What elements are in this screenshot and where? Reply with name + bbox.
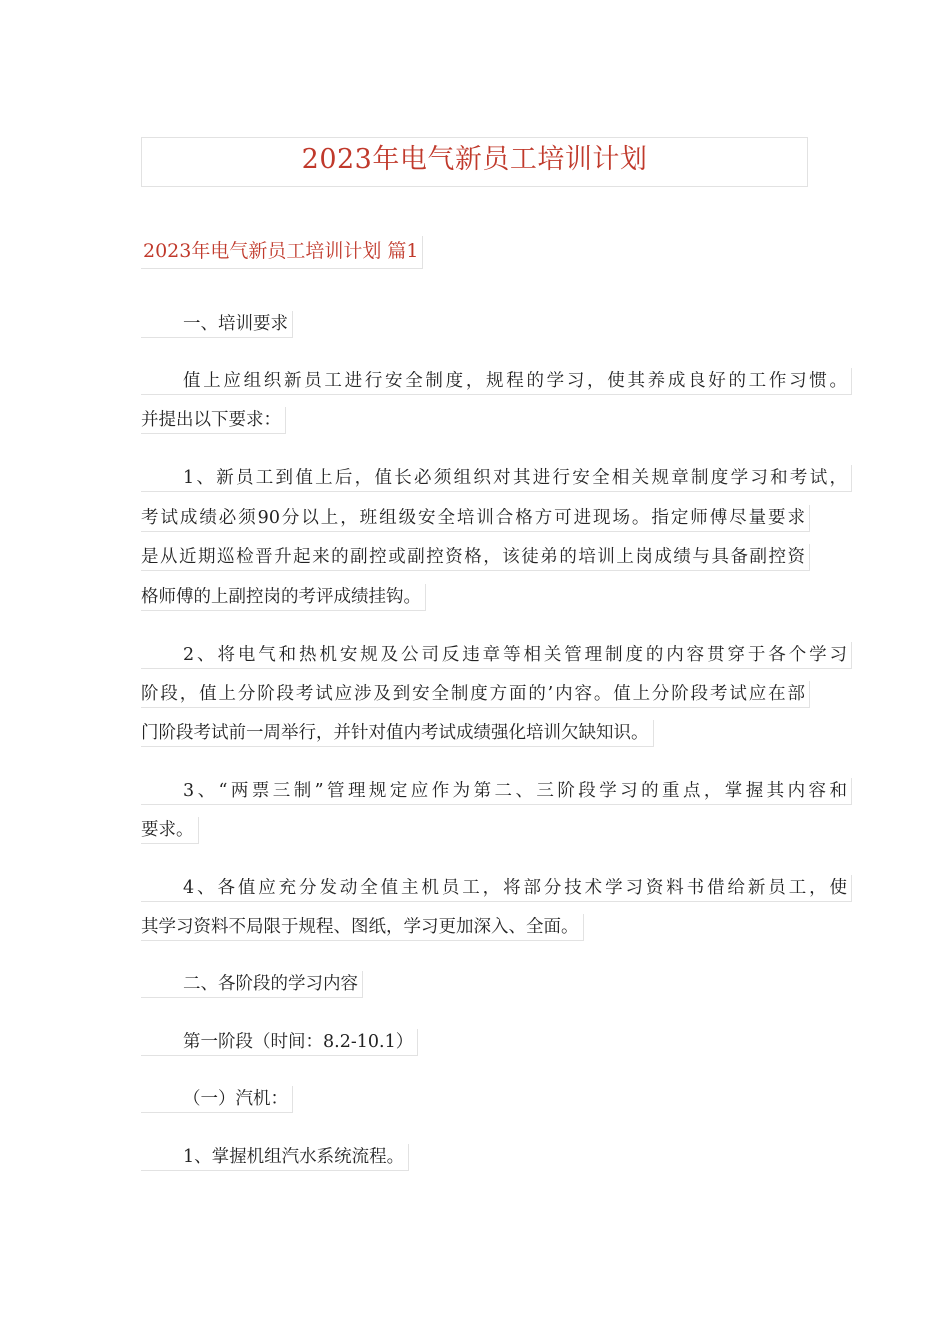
paragraph-line: 值上应组织新员工进行安全制度，规程的学习，使其养成良好的工作习惯。	[141, 368, 852, 395]
paragraph-line: 考试成绩必须90分以上，班组级安全培训合格方可进现场。指定师傅尽量要求	[141, 505, 810, 532]
paragraph-line: 2、将电气和热机安规及公司反违章等相关管理制度的内容贯穿于各个学习	[141, 642, 852, 669]
paragraph-line: 第一阶段（时间：8.2-10.1）	[141, 1029, 418, 1056]
paragraph-line: 1、新员工到值上后，值长必须组织对其进行安全相关规章制度学习和考试，	[141, 465, 852, 492]
paragraph-line: 其学习资料不局限于规程、图纸，学习更加深入、全面。	[141, 914, 584, 941]
section-heading: 2023年电气新员工培训计划 篇1	[143, 240, 419, 262]
paragraph-line: 阶段，值上分阶段考试应涉及到安全制度方面的’内容。值上分阶段考试应在部	[141, 681, 810, 708]
paragraph-heading-training-requirements: 一、培训要求	[141, 311, 293, 338]
section-heading-box	[141, 236, 423, 269]
paragraph-heading-stage-content: 二、各阶段的学习内容	[141, 971, 363, 998]
paragraph-line: 1、掌握机组汽水系统流程。	[141, 1144, 409, 1171]
paragraph-line: 并提出以下要求：	[141, 407, 286, 434]
paragraph-line: 要求。	[141, 817, 199, 844]
paragraph-line: （一）汽机：	[141, 1086, 293, 1113]
paragraph-line: 格师傅的上副控岗的考评成绩挂钩。	[141, 584, 426, 611]
title-box	[141, 137, 808, 187]
paragraph-line: 门阶段考试前一周举行，并针对值内考试成绩强化培训欠缺知识。	[141, 720, 654, 747]
paragraph-line: 是从近期巡检晋升起来的副控或副控资格，该徒弟的培训上岗成绩与具备副控资	[141, 544, 810, 571]
paragraph-line: 4、各值应充分发动全值主机员工，将部分技术学习资料书借给新员工，使	[141, 875, 852, 902]
paragraph-line: 3、“两票三制”管理规定应作为第二、三阶段学习的重点，掌握其内容和	[141, 778, 852, 805]
document-title: 2023年电气新员工培训计划	[301, 144, 648, 175]
